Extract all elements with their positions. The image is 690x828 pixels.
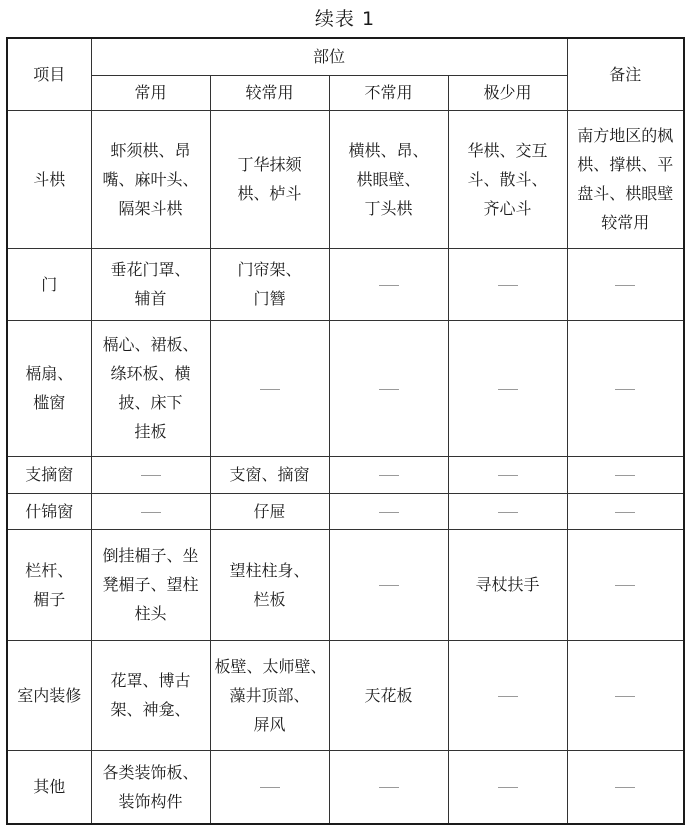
- cell-item: [7, 456, 91, 493]
- cell-line: 天花板: [364, 685, 413, 705]
- cell-fairly-common: [210, 110, 329, 248]
- cell-item: [7, 493, 91, 529]
- header-common: 常用: [91, 75, 210, 110]
- cell-line: 板壁、太师壁、: [214, 656, 327, 676]
- empty-dash: [379, 512, 399, 513]
- cell-line: 横栱、昂、: [348, 140, 429, 160]
- cell-rare: [448, 493, 567, 529]
- cell-line: 挂板: [134, 422, 167, 441]
- cell-line: 柱头: [134, 604, 167, 623]
- empty-dash: [615, 696, 635, 697]
- cell-fairly-common: [210, 456, 329, 493]
- header-rare: 极少用: [448, 75, 567, 110]
- empty-dash: [141, 475, 161, 476]
- cell-fairly-common: [210, 248, 329, 320]
- cell-line: 仔屉: [253, 501, 286, 521]
- cell-line: 望柱柱身、: [229, 560, 310, 580]
- cell-rare: [448, 640, 567, 750]
- empty-dash: [498, 285, 518, 286]
- component-usage-table: [6, 37, 685, 825]
- cell-line: 花罩、博古: [110, 671, 191, 690]
- cell-line: 其他: [33, 777, 66, 797]
- cell-item: [7, 750, 91, 824]
- cell-remark: [567, 529, 684, 640]
- cell-line: 寻杖扶手: [475, 575, 540, 594]
- cell-uncommon: [329, 750, 448, 824]
- cell-remark: [567, 110, 684, 248]
- cell-fairly-common: [210, 640, 329, 750]
- cell-uncommon: [329, 456, 448, 493]
- cell-line: 藻井顶部、: [229, 685, 310, 705]
- table-row: [7, 110, 684, 248]
- cell-uncommon: [329, 248, 448, 320]
- cell-line: 支窗、摘窗: [229, 465, 310, 484]
- cell-item: [7, 110, 91, 248]
- empty-dash: [379, 585, 399, 586]
- cell-common: [91, 529, 210, 640]
- cell-remark: [567, 456, 684, 493]
- cell-line: 斗栱: [33, 169, 66, 189]
- cell-line: 门帘架、: [237, 260, 302, 279]
- cell-line: 华栱、交互: [467, 140, 548, 160]
- cell-item: [7, 640, 91, 750]
- cell-line: 门簪: [253, 289, 286, 308]
- header-item: 项目: [7, 38, 91, 110]
- table-row: [7, 493, 684, 529]
- cell-line: 室内装修: [17, 685, 82, 705]
- empty-dash: [615, 787, 635, 788]
- cell-line: 齐心斗: [483, 198, 532, 218]
- cell-line: 装饰构件: [118, 791, 183, 811]
- cell-line: 丁华抹颏: [237, 155, 302, 174]
- cell-fairly-common: [210, 493, 329, 529]
- cell-line: 各类装饰板、: [102, 762, 199, 782]
- empty-dash: [498, 787, 518, 788]
- empty-dash: [498, 475, 518, 476]
- cell-line: 屏风: [253, 714, 286, 734]
- cell-remark: [567, 640, 684, 750]
- empty-dash: [379, 787, 399, 788]
- empty-dash: [379, 389, 399, 390]
- table-row: [7, 529, 684, 640]
- empty-dash: [615, 389, 635, 390]
- cell-line: 垂花门罩、: [110, 260, 191, 279]
- cell-line: 槛窗: [33, 393, 66, 412]
- cell-rare: [448, 750, 567, 824]
- cell-line: 凳楣子、望柱: [102, 575, 199, 594]
- table-body: [7, 110, 684, 824]
- empty-dash: [615, 285, 635, 286]
- cell-uncommon: [329, 110, 448, 248]
- cell-common: [91, 320, 210, 456]
- cell-line: 槅心、裙板、: [102, 335, 199, 354]
- cell-line: 南方地区的枫: [577, 126, 674, 145]
- cell-remark: [567, 493, 684, 529]
- header-remark: 备注: [567, 38, 684, 110]
- cell-common: [91, 640, 210, 750]
- cell-line: 隔架斗栱: [118, 198, 183, 218]
- cell-line: 斗、散斗、: [467, 169, 548, 189]
- cell-line: 披、床下: [118, 393, 183, 412]
- header-fairly-common: 较常用: [210, 75, 329, 110]
- cell-remark: [567, 750, 684, 824]
- cell-rare: [448, 456, 567, 493]
- empty-dash: [379, 475, 399, 476]
- cell-uncommon: [329, 529, 448, 640]
- cell-line: 倒挂楣子、坐: [102, 546, 199, 565]
- cell-line: 嘴、麻叶头、: [102, 169, 199, 189]
- table-row: [7, 248, 684, 320]
- empty-dash: [498, 389, 518, 390]
- cell-fairly-common: [210, 529, 329, 640]
- cell-uncommon: [329, 493, 448, 529]
- cell-rare: [448, 248, 567, 320]
- cell-common: [91, 456, 210, 493]
- empty-dash: [141, 512, 161, 513]
- cell-line: 栱眼壁、: [356, 169, 421, 189]
- header-part: 部位: [91, 38, 567, 75]
- cell-common: [91, 750, 210, 824]
- cell-item: [7, 248, 91, 320]
- cell-item: [7, 320, 91, 456]
- cell-line: 虾须栱、昂: [110, 140, 191, 160]
- table-row: [7, 320, 684, 456]
- cell-line: 架、神龛、: [110, 700, 191, 719]
- cell-remark: [567, 320, 684, 456]
- cell-fairly-common: [210, 750, 329, 824]
- cell-line: 栏板: [253, 589, 286, 609]
- cell-rare: [448, 110, 567, 248]
- cell-rare: [448, 320, 567, 456]
- empty-dash: [260, 787, 280, 788]
- cell-common: [91, 248, 210, 320]
- table-row: [7, 640, 684, 750]
- empty-dash: [615, 475, 635, 476]
- cell-line: 楣子: [33, 589, 66, 609]
- empty-dash: [260, 389, 280, 390]
- cell-uncommon: [329, 320, 448, 456]
- empty-dash: [615, 585, 635, 586]
- empty-dash: [379, 285, 399, 286]
- cell-line: 较常用: [601, 213, 650, 232]
- cell-line: 丁头栱: [364, 198, 413, 218]
- cell-line: 槅扇、: [25, 364, 74, 383]
- table-row: [7, 750, 684, 824]
- cell-line: 栱、栌斗: [237, 184, 302, 203]
- empty-dash: [498, 512, 518, 513]
- cell-remark: [567, 248, 684, 320]
- cell-line: 支摘窗: [25, 465, 74, 484]
- cell-rare: [448, 529, 567, 640]
- cell-line: 什锦窗: [25, 501, 74, 521]
- cell-uncommon: [329, 640, 448, 750]
- cell-line: 门: [41, 274, 58, 294]
- cell-line: 辅首: [134, 289, 167, 308]
- table-caption: 续表 1: [314, 8, 376, 30]
- header-uncommon: 不常用: [329, 75, 448, 110]
- cell-fairly-common: [210, 320, 329, 456]
- empty-dash: [615, 512, 635, 513]
- table-row: [7, 456, 684, 493]
- cell-common: [91, 110, 210, 248]
- cell-line: 绦环板、横: [110, 364, 191, 383]
- cell-common: [91, 493, 210, 529]
- empty-dash: [498, 696, 518, 697]
- cell-line: 栏杆、: [25, 560, 74, 580]
- cell-line: 栱、撑栱、平: [577, 155, 674, 174]
- cell-item: [7, 529, 91, 640]
- cell-line: 盘斗、栱眼壁: [577, 184, 674, 203]
